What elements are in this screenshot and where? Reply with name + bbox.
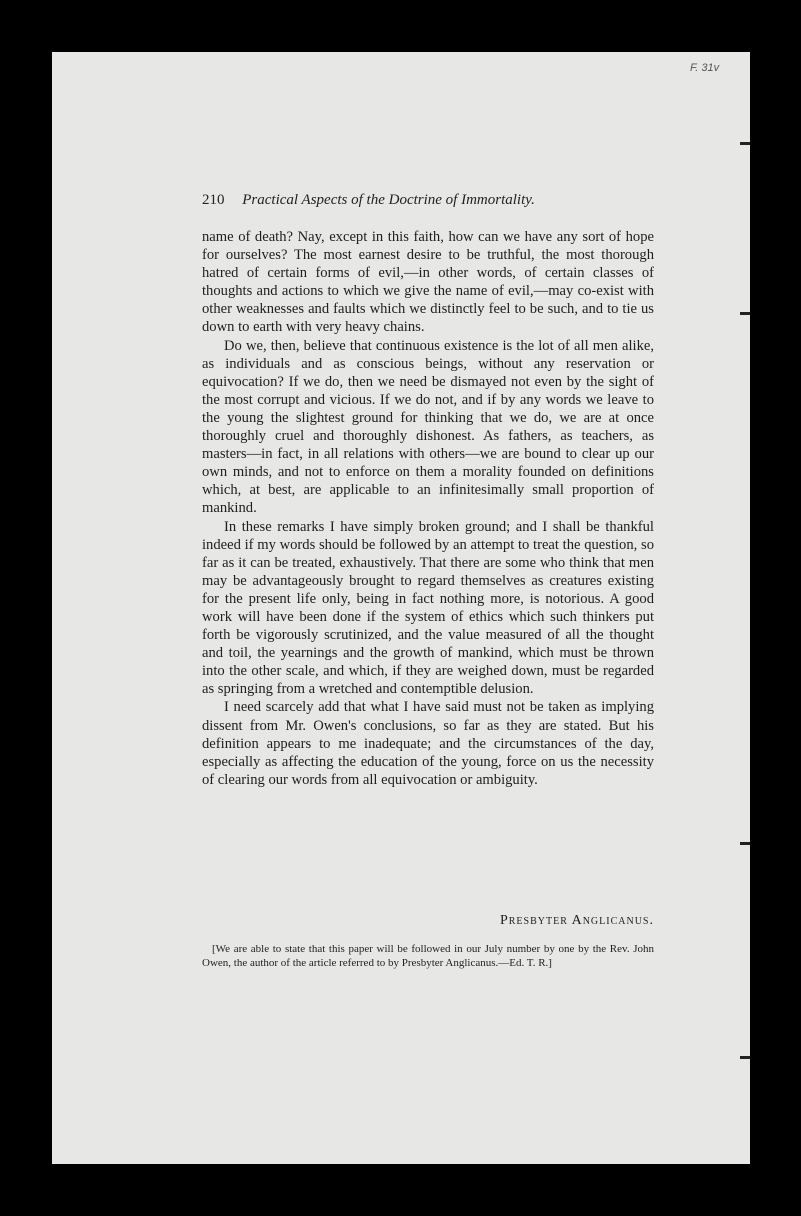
paragraph: name of death? Nay, except in this faith, how can we have any sort of hope for ourselves? The most earnest desire to be truthful, the most thorough hatred of certain forms of evil,—in other words, of certain classes of thoughts and actions to which we give the name of evil,—may co-exist with other weaknesses and faults which we distinctly feel to be such, and to tie us down to earth with very heavy chains.: [202, 229, 654, 336]
binding-tick: [740, 1056, 750, 1059]
archive-mark: F. 31v: [690, 62, 720, 74]
running-header: [202, 192, 662, 209]
binding-tick: [740, 142, 750, 145]
paragraph: Do we, then, believe that continuous existence is the lot of all men alike, as individuals and as conscious beings, without any reservation or equivocation? If we do, then we need be dismayed not even by the sight of the most corrupt and vicious. If we do not, and if by any words we leave to the young the slightest ground for thinking that we do, we are at once thoroughly cruel and thoroughly dishonest. As fathers, as teachers, as masters—in fact, in all relations with others—we are bound to clear up our own minds, and not to enforce on them a morality founded on definitions which, at best, are applicable to an infinitesimally small proportion of mankind.: [202, 337, 654, 517]
binding-tick: [740, 312, 750, 315]
running-title: Practical Aspects of the Doctrine of Immortality.: [242, 192, 535, 208]
paragraph: In these remarks I have simply broken ground; and I shall be thankful indeed if my words should be followed by an attempt to treat the question, so far as it can be treated, exhaustively. That there are some who think that men may be advantageously brought to regard themselves as creatures existing for the present life only, being in fact nothing more, is notorious. A good work will have been done if the system of ethics which such thinkers put forth be vigorously scrutinized, and the value measured of all the thought and toil, the yearnings and the growth of mankind, which must be thrown into the other scale, and which, if they are weighed down, must be regarded as springing from a wretched and contemptible delusion.: [202, 518, 654, 698]
editor-note: [We are able to state that this paper will be followed in our July number by one by the Rev. John Owen, the author of the article referred to by Presbyter Anglicanus.—Ed. T. R.]: [202, 943, 654, 969]
paragraph: I need scarcely add that what I have said must not be taken as implying dissent from Mr. Owen's conclusions, so far as they are stated. But his definition appears to me inadequate; and the circumstances of the day, especially as affecting the education of the young, force on us the necessity of clearing our words from all equivocation or ambiguity.: [202, 699, 654, 788]
author-signature: Presbyter Anglicanus.: [499, 913, 654, 928]
page-number: 210: [202, 192, 225, 208]
article-body: [202, 228, 654, 789]
binding-tick: [740, 842, 750, 845]
